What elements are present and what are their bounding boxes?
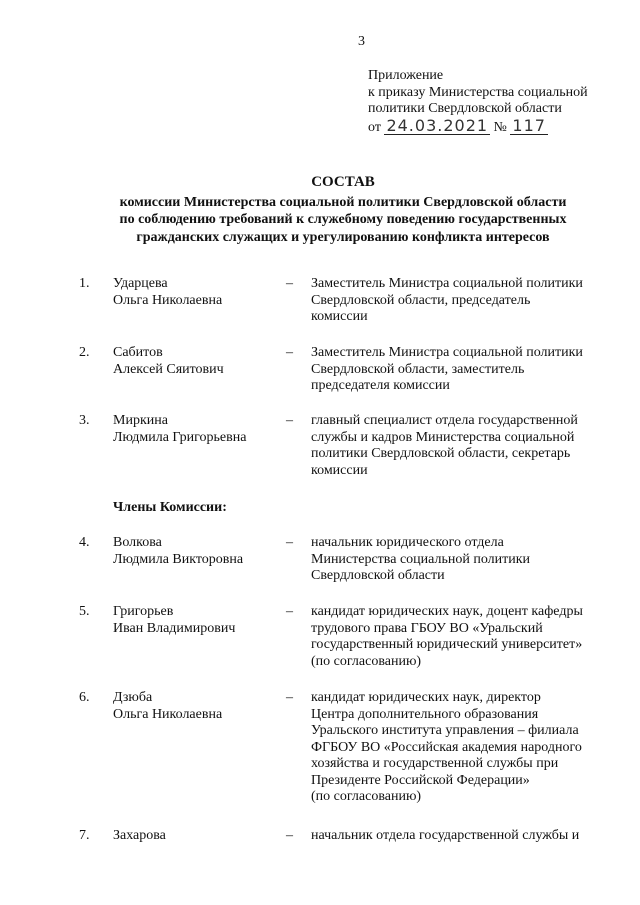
- role-line: Центра дополнительного образования: [311, 706, 539, 722]
- role-line: Министерства социальной политики: [311, 551, 531, 567]
- role-line: Уральского института управления – филиала: [311, 723, 579, 738]
- role-line: политики Свердловской области, секретарь: [311, 446, 571, 461]
- given-names: Алексей Сяитович: [113, 361, 224, 377]
- title-line-2: по соблюдению требований к служебному поведению государственных: [119, 212, 567, 227]
- surname: Сабитов: [113, 345, 163, 360]
- dash: –: [286, 690, 293, 705]
- page-number: 3: [358, 34, 365, 49]
- entry-number: 6.: [79, 690, 90, 705]
- surname: Дзюба: [113, 690, 153, 705]
- member-name: [113, 535, 283, 568]
- given-names: Иван Владимирович: [113, 620, 236, 636]
- role-line: кандидат юридических наук, доцент кафедры: [311, 604, 583, 619]
- entry-number: 4.: [79, 535, 90, 550]
- member-role: [311, 535, 611, 585]
- entry-number: 3.: [79, 413, 90, 428]
- title-line-1: комиссии Министерства социальной политики Свердловской области: [119, 194, 567, 210]
- role-line: (по согласованию): [311, 653, 422, 669]
- dash: –: [286, 828, 293, 843]
- member-role: [311, 276, 611, 326]
- from-label: от: [368, 119, 381, 135]
- role-line: службы и кадров Министерства социальной: [311, 429, 575, 445]
- role-line: Президенте Российской Федерации»: [311, 772, 530, 788]
- appendix-date-line: [368, 115, 628, 137]
- role-line: комиссии: [311, 462, 368, 478]
- member-name: [113, 276, 283, 309]
- entry-number: 7.: [79, 828, 90, 843]
- member-name: [113, 690, 283, 723]
- member-name: [113, 604, 283, 637]
- surname: Захарова: [113, 828, 166, 843]
- role-line: кандидат юридических наук, директор: [311, 690, 541, 705]
- surname: Ударцева: [113, 276, 168, 291]
- member-name: [113, 828, 283, 845]
- number-label: №: [493, 119, 507, 135]
- surname: Миркина: [113, 413, 168, 428]
- member-role: [311, 690, 611, 806]
- appendix-block: [368, 68, 628, 136]
- document-title: [60, 174, 626, 246]
- dash: –: [286, 345, 293, 360]
- role-line: (по согласованию): [311, 789, 422, 804]
- role-line: ФГБОУ ВО «Российская академия народного: [311, 739, 582, 755]
- role-line: Свердловской области: [311, 568, 445, 583]
- given-names: Ольга Николаевна: [113, 292, 223, 308]
- role-line: комиссии: [311, 309, 368, 324]
- title-main: СОСТАВ: [311, 174, 375, 190]
- surname: Волкова: [113, 535, 162, 550]
- role-line: трудового права ГБОУ ВО «Уральский: [311, 620, 543, 636]
- dash: –: [286, 413, 293, 428]
- role-line: председателя комиссии: [311, 378, 450, 393]
- surname: Григорьев: [113, 604, 174, 619]
- role-line: Свердловской области, председатель: [311, 292, 531, 308]
- title-line-3: гражданских служащих и урегулированию конфликта интересов: [136, 229, 550, 245]
- role-line: начальник юридического отдела: [311, 535, 504, 550]
- dash: –: [286, 604, 293, 619]
- member-role: [311, 604, 611, 670]
- given-names: Людмила Григорьевна: [113, 429, 247, 445]
- appendix-line-3: политики Свердловской области: [368, 101, 562, 116]
- role-line: Свердловской области, заместитель: [311, 361, 525, 377]
- role-line: начальник отдела государственной службы и: [311, 828, 580, 843]
- member-role: [311, 828, 611, 845]
- role-line: государственный юридический университет»: [311, 637, 583, 652]
- dash: –: [286, 276, 293, 291]
- role-line: хозяйства и государственной службы при: [311, 756, 559, 771]
- order-number: 117: [512, 115, 546, 135]
- dash: –: [286, 535, 293, 550]
- member-role: [311, 413, 611, 479]
- role-line: Заместитель Министра социальной политики: [311, 345, 583, 360]
- member-name: [113, 345, 283, 378]
- member-role: [311, 345, 611, 395]
- given-names: Людмила Викторовна: [113, 551, 244, 567]
- member-name: [113, 413, 283, 446]
- appendix-line-1: Приложение: [368, 68, 444, 83]
- order-date: 24.03.2021: [386, 115, 489, 135]
- entry-number: 1.: [79, 276, 90, 291]
- entry-number: 2.: [79, 345, 90, 360]
- entry-number: 5.: [79, 604, 90, 619]
- given-names: Ольга Николаевна: [113, 706, 223, 722]
- members-heading: Члены Комиссии:: [113, 500, 227, 515]
- role-line: главный специалист отдела государственной: [311, 413, 578, 428]
- role-line: Заместитель Министра социальной политики: [311, 276, 583, 291]
- appendix-line-2: к приказу Министерства социальной: [368, 84, 588, 100]
